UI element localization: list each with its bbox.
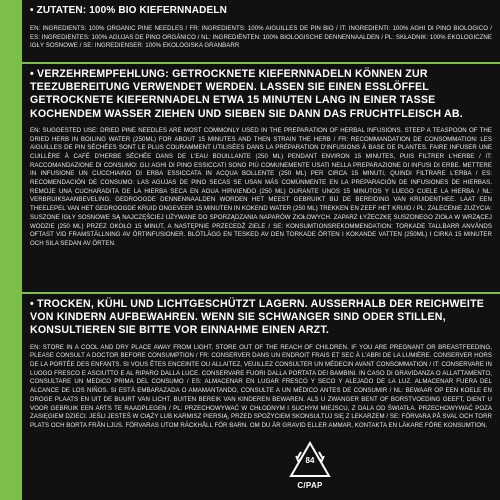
recycling-label: C/PAP [297,481,323,490]
ingredients-section [30,4,492,51]
recycling-symbol [280,440,340,498]
divider [22,62,500,64]
divider [22,292,500,294]
ingredients-heading: • ZUTATEN: 100% BIO KIEFERNNADELN [30,5,227,16]
usage-translations: EN: SUGGESTED USE: DRIED PINE NEEDLES ARE MOST COMMONLY USED IN THE PREPARATION OF HERBAL INFUSIONS. STEEP A TEASPOON OF THE DRIED HERB IN BOILING WATER (250ML) FOR ABOUT 15 MINUTES AND THEN STRAIN THE HERB / FR: RECOMMANDATION DE CONSOMMATION: LES AIGUILLES DE PIN SÉCHÉES SONT LE PLUS COURAMMENT UTILISÉES DANS LA PRÉPARATION D'INFUSIONS À BASE DE PLANTES. FAIRE INFUSER UNE CUILLÈRE À CAFÉ D'HERBE SÉCHÉE DANS DE L'EAU BOUILLANTE (250 ML) PENDANT ENVIRON 15 MINUTES, PUIS FILTRER L'HERBE / IT: RACCOMANDAZIONE DI CONSUMO: GLI AGHI DI PINO ESSICCATI SONO PIÙ COMUNEMENTE USATI NELLA PREPARAZIONE DI INFUSI DI ERBE. METTERE IN INFUSIONE UN CUCCHIAINO DI ERBA ESSICCATA IN ACQUA BOLLENTE (250 ML) PER CIRCA 15 MINUTI, QUINDI FILTRARE L'ERBA / ES: RECOMENDACIÓN DE CONSUMO: LAS AGUJAS DE PINO SECAS SE USAN MÁS COMÚNMENTE EN LA PREPARACIÓN DE INFUSIONES DE HIERBAS. REMOJE UNA CUCHARADITA DE LA HIERBA SECA EN AGUA HIRVIENDO (250 ML) DURANTE UNOS 15 MINUTOS Y LUEGO CUELE LA HIERBA / NL: VERBRUIKSAANBEVELING: GEDROOGDE DENNENNAALDEN WORDEN HET MEEST GEBRUIKT BIJ DE BEREIDING VAN KRUIDENTHEE. LAAT EEN THEELEPEL VAN HET GEDROOGDE KRUID ONGEVEER 15 MINUTEN IN KOKEND WATER (250 ML) TREKKEN EN ZEEF HET KRUID / PL: ZALECENIE ZUŻYCIA: SUSZONE IGŁY SOSNOWE SĄ NAJCZĘŚCIEJ UŻYWANE DO SPORZĄDZANIA NAPARÓW ZIOŁOWYCH. ZAPARZ ŁYŻECZKĘ SUSZONEGO ZIOŁA W WRZĄCEJ WODZIE (250 ML) PRZEZ OKOŁO 15 MINUT, A NASTĘPNIE PRZECEDŹ ZIELE / SE: KONSUMTIONSREKOMMENDATION: TORKADE TALLBARR ANVÄNDS OFTAST VID FRAMSTÄLLNING AV ÖRTINFUSIONER. BLÖTLÄGG EN TESKED AV DEN TORKADE ÖRTEN I KOKANDE VATTEN (250ML) I CIRKA 15 MINUTER OCH SILA SEDAN AV ÖRTEN. [30,126,492,247]
usage-heading: • VERZEHREMPFEHLUNG: GETROCKNETE KIEFERNNADELN KÖNNEN ZUR TEEZUBEREITUNG VERWENDET WERDEN. LASSEN SIE EINEN ESSLÖFFEL GETROCKNETE KIEFERNNADELN ETWA 15 MINUTEN LANG IN EINER TASSE KOCHENDEM WASSER ZIEHEN UND SIEBEN SIE DANN DAS FRUCHTFLEISCH AB. [30,68,463,120]
recycling-code: 84 [305,456,315,465]
storage-section [30,298,492,431]
storage-translations: EN: STORE IN A COOL AND DRY PLACE AWAY FROM LIGHT. STORE OUT OF THE REACH OF CHILDREN. IF YOU ARE PREGNANT OR BREASTFEEDING, PLEASE CONSULT A DOCTOR BEFORE CONSUMPTION / FR: CONSERVER DANS UN ENDROIT FRAIS ET SEC À L'ABRI DE LA LUMIÈRE. CONSERVER HORS DE LA PORTÉE DES ENFANTS. SI VOUS ÊTES ENCEINTE OU ALLAITEZ, VEUILLEZ CONSULTER UN MÉDECIN AVANT CONSOMMATION / IT: CONSERVARE IN LUOGO FRESCO E ASCIUTTO E AL RIPARO DALLA LUCE. CONSERVARE FUORI DALLA PORTATA DEI BAMBINI. IN CASO DI GRAVIDANZA O ALLATTAMENTO, CONSULTARE UN MEDICO PRIMA DEL CONSUMO / ES: ALMACENAR EN LUGAR FRESCO Y SECO Y ALEJADO DE LA LUZ. ALMACENAR FUERA DEL ALCANCE DE LOS NIÑOS. SI ESTÁ EMBARAZADA O AMAMANTANDO, CONSULTE A UN MÉDICO ANTES DE CONSUMIR / NL: BEWAAR OP EEN KOELE EN DROGE PLAATS EN UIT DE BUURT VAN LICHT. BUITEN BEREIK VAN KINDEREN BEWAREN. ALS U ZWANGER BENT OF BORSTVOEDING GEEFT, DIENT U VOOR GEBRUIK EEN ARTS TE RAADPLEGEN / PL: PRZECHOWYWAĆ W CHŁODNYM I SUCHYM MIEJSCU, Z DALA OD ŚWIATŁA. PRZECHOWYWAĆ POZA ZASIĘGIEM DZIECI. JEŚLI JESTEŚ W CIĄŻY LUB KARMISZ PIERSIĄ, PRZED SPOŻYCIEM SKONSULTUJ SIĘ Z LEKARZEM / SE: FÖRVARA PÅ SVAL OCH TORR PLATS OCH BORTA FRÅN LJUS. FÖRVARAS UTOM RÄCKHÅLL FÖR BARN. OM DU ÄR GRAVID ELLER AMMAR, KONTAKTA EN LÄKARE FÖRE KONSUMTION. [30,343,492,429]
usage-section [30,68,492,249]
label-panel [22,0,500,500]
storage-heading: • TROCKEN, KÜHL UND LICHTGESCHÜTZT LAGERN. AUSSERHALB DER REICHWEITE VON KINDERN AUFBEWAHREN. WENN SIE SCHWANGER SIND ODER STILLEN, KONSULTIEREN SIE BITTE VOR EINNAHME EINEN ARZT. [30,298,485,337]
ingredients-translations: EN: INGREDIENTS: 100% ORGANIC PINE NEEDLES / FR: INGREDIENTS: 100% AIGUILLES DE PIN BIO / IT: INGREDIENTI: 100% AGHI DI PINO BIOLOGICO / ES: INGREDIENTES: 100% AGUJAS DE PINO ORGÁNICO / NL: INGREDIËNTEN: 100% BIOLOGISCHE DENNENNAALDEN / PL: SKŁADNIK: 100% EKOLOGICZNE IGŁY SOSNOWE / SE: INGREDIENSER: 100% EKOLOGISKA GRANBARR [30,25,492,50]
